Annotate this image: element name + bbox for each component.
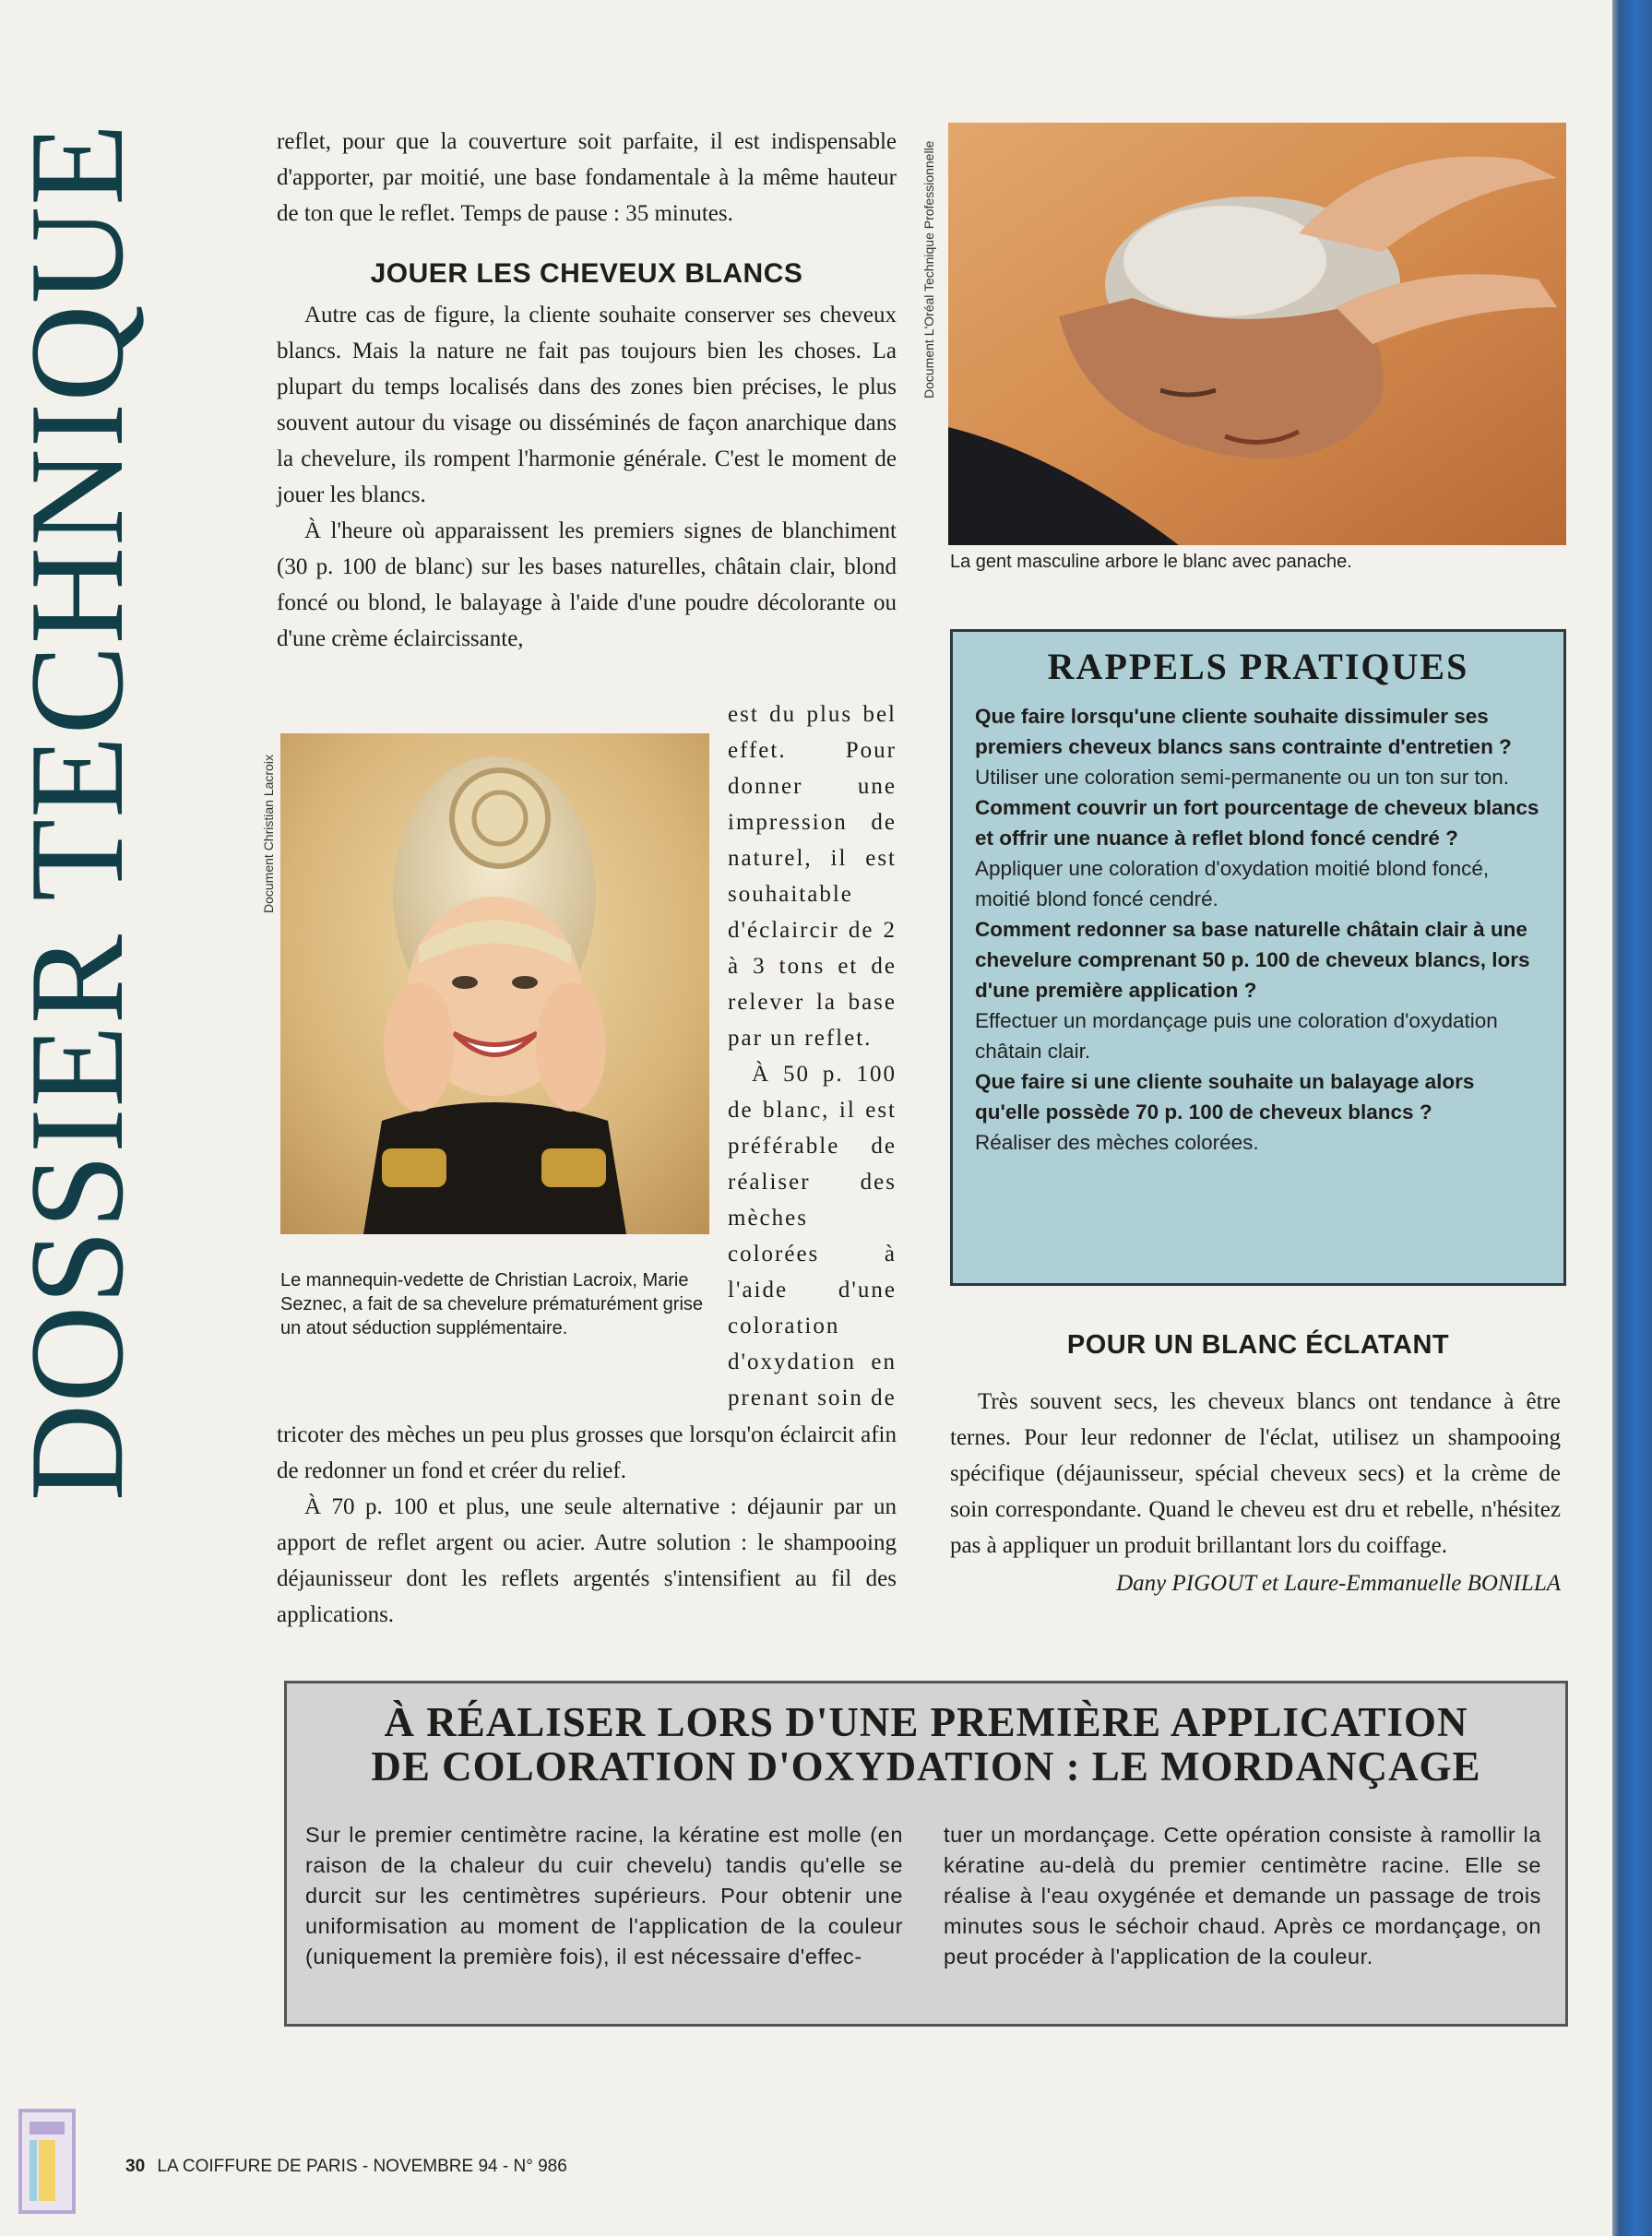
rappels-question-2: Comment couvrir un fort pourcentage de cheveux blancs et offrir une nuance à reflet blond foncé cendré ?	[975, 796, 1539, 850]
blanc-eclatant-text	[950, 1384, 1561, 1601]
mordancage-title	[287, 1700, 1565, 1789]
rappels-answer-1: Utiliser une coloration semi-permanente ou un ton sur ton.	[975, 766, 1510, 789]
photo-man-caption: La gent masculine arbore le blanc avec panache.	[950, 552, 1352, 572]
paragraph-1: Autre cas de figure, la cliente souhaite conserver ses cheveux blancs. Mais la nature ne fait pas toujours bien les choses. La plupart du temps localisés dans des zones bien précises, le plus souvent autour du visage ou disséminés de façon anarchique dans la chevelure, ils rompent l'harmonie générale. C'est le moment de jouer les blancs.	[277, 303, 897, 507]
publication-info: LA COIFFURE DE PARIS - NOVEMBRE 94 - N° 986	[157, 2157, 567, 2176]
woman-portrait-image	[280, 733, 709, 1234]
photo-credit-lacroix: Document Christian Lacroix	[261, 755, 276, 913]
publisher-logo	[17, 2103, 79, 2219]
photo-woman	[280, 733, 709, 1234]
photo-credit-loreal: Document L'Oréal Technique Professionnelle	[921, 140, 936, 398]
narrow-text-1: est du plus bel effet. Pour donner une impression de naturel, il est souhaitable d'éclaircir de 2 à 3 tons et de relever la base par un reflet.	[728, 702, 897, 1051]
mordancage-column-1: Sur le premier centimètre racine, la kératine est molle (en raison de la chaleur du cuir chevelu) tandis qu'elle se durcit sur les centimètres supérieurs. Pour obtenir une uniformisation au moment de l'application de la couleur (uniquement la première fois), il est nécessaire d'effec-	[305, 1823, 903, 1968]
rappels-question-4: Que faire si une cliente souhaite un balayage alors qu'elle possède 70 p. 100 de cheveux blancs ?	[975, 1070, 1475, 1124]
rappels-title: RAPPELS PRATIQUES	[1047, 646, 1469, 687]
publisher-logo-mark	[17, 2103, 79, 2219]
paragraph-4: À 70 p. 100 et plus, une seule alternative : déjaunir par un apport de reflet argent ou acier. Autre solution : le shampooing déjaunisseur dont les reflets argentés s'intensifient au fil des applications.	[277, 1494, 897, 1627]
heading-blanc-eclatant: POUR UN BLANC ÉCLATANT	[1066, 1330, 1450, 1360]
intro-paragraph: reflet, pour que la couverture soit parfaite, il est indispensable d'apporter, par moitié, une base fondamentale à la même hauteur de ton que le reflet. Temps de pause : 35 minutes.	[277, 129, 897, 226]
adjacent-page-edge	[1612, 0, 1652, 2236]
paragraph-2: À l'heure où apparaissent les premiers signes de blanchiment (30 p. 100 de blanc) sur les bases naturelles, châtain clair, blond foncé ou blond, le balayage à l'aide d'une poudre décolorante ou d'une crème éclaircissante,	[277, 518, 897, 651]
rappels-question-3: Comment redonner sa base naturelle châtain clair à une chevelure comprenant 50 p. 100 de cheveux blancs, lors d'une première application ?	[975, 918, 1530, 1002]
mordancage-box	[284, 1681, 1568, 2027]
section-title: DOSSIER TECHNIQUE	[1, 122, 151, 1502]
rappels-answer-3: Effectuer un mordançage puis une coloration d'oxydation châtain clair.	[975, 1009, 1498, 1063]
photo-woman-caption: Le mannequin-vedette de Christian Lacroix, Marie Seznec, a fait de sa chevelure prématurément grise un atout séduction supplémentaire.	[280, 1270, 704, 1338]
photo-man	[948, 123, 1566, 545]
narrow-text-2: À 50 p. 100 de blanc, il est préférable de réaliser des mèches colorées à l'aide d'une coloration d'oxydation en prenant soin de	[728, 1062, 897, 1410]
page-number: 30	[125, 2157, 146, 2176]
left-column-lower	[277, 1417, 897, 1633]
paragraph-3: tricoter des mèches un peu plus grosses que lorsqu'on éclaircit afin de redonner un fond et créer du relief.	[277, 1422, 897, 1483]
rappels-answer-4: Réaliser des mèches colorées.	[975, 1131, 1259, 1154]
left-column-upper	[277, 124, 897, 657]
mordancage-title-line-1: À RÉALISER LORS D'UNE PREMIÈRE APPLICATION	[384, 1699, 1468, 1745]
mordancage-title-line-2: DE COLORATION D'OXYDATION : LE MORDANÇAGE	[371, 1743, 1481, 1790]
footer	[125, 2157, 567, 2177]
narrow-text-column	[728, 696, 897, 1416]
blanc-eclatant-paragraph: Très souvent secs, les cheveux blancs ont tendance à être ternes. Pour leur redonner de l'éclat, utilisez un shampooing spécifique (déjaunisseur, spécial cheveux secs) et la crème de soin correspondante. Quand le cheveu est dru et rebelle, n'hésitez pas à appliquer un produit brillantant lors du coiffage.	[950, 1389, 1561, 1558]
mordancage-column-2: tuer un mordançage. Cette opération consiste à ramollir la kératine au-delà du premier centimètre racine. Elle se réalise à l'eau oxygénée et demande un passage de trois minutes sous le séchoir chaud. Après ce mordançage, on peut procéder à l'application de la couleur.	[944, 1823, 1541, 1968]
section-title-vertical	[0, 18, 161, 1605]
article-authors: Dany PIGOUT et Laure-Emmanuelle BONILLA	[1116, 1571, 1561, 1596]
rappels-question-1: Que faire lorsqu'une cliente souhaite dissimuler ses premiers cheveux blancs sans contrainte d'entretien ?	[975, 705, 1512, 758]
section-heading-cheveux-blancs: JOUER LES CHEVEUX BLANCS	[370, 258, 803, 289]
rappels-pratiques-box	[950, 629, 1566, 1286]
rappels-answer-2: Appliquer une coloration d'oxydation moitié blond foncé, moitié blond foncé cendré.	[975, 857, 1490, 910]
man-portrait-image	[948, 123, 1566, 545]
